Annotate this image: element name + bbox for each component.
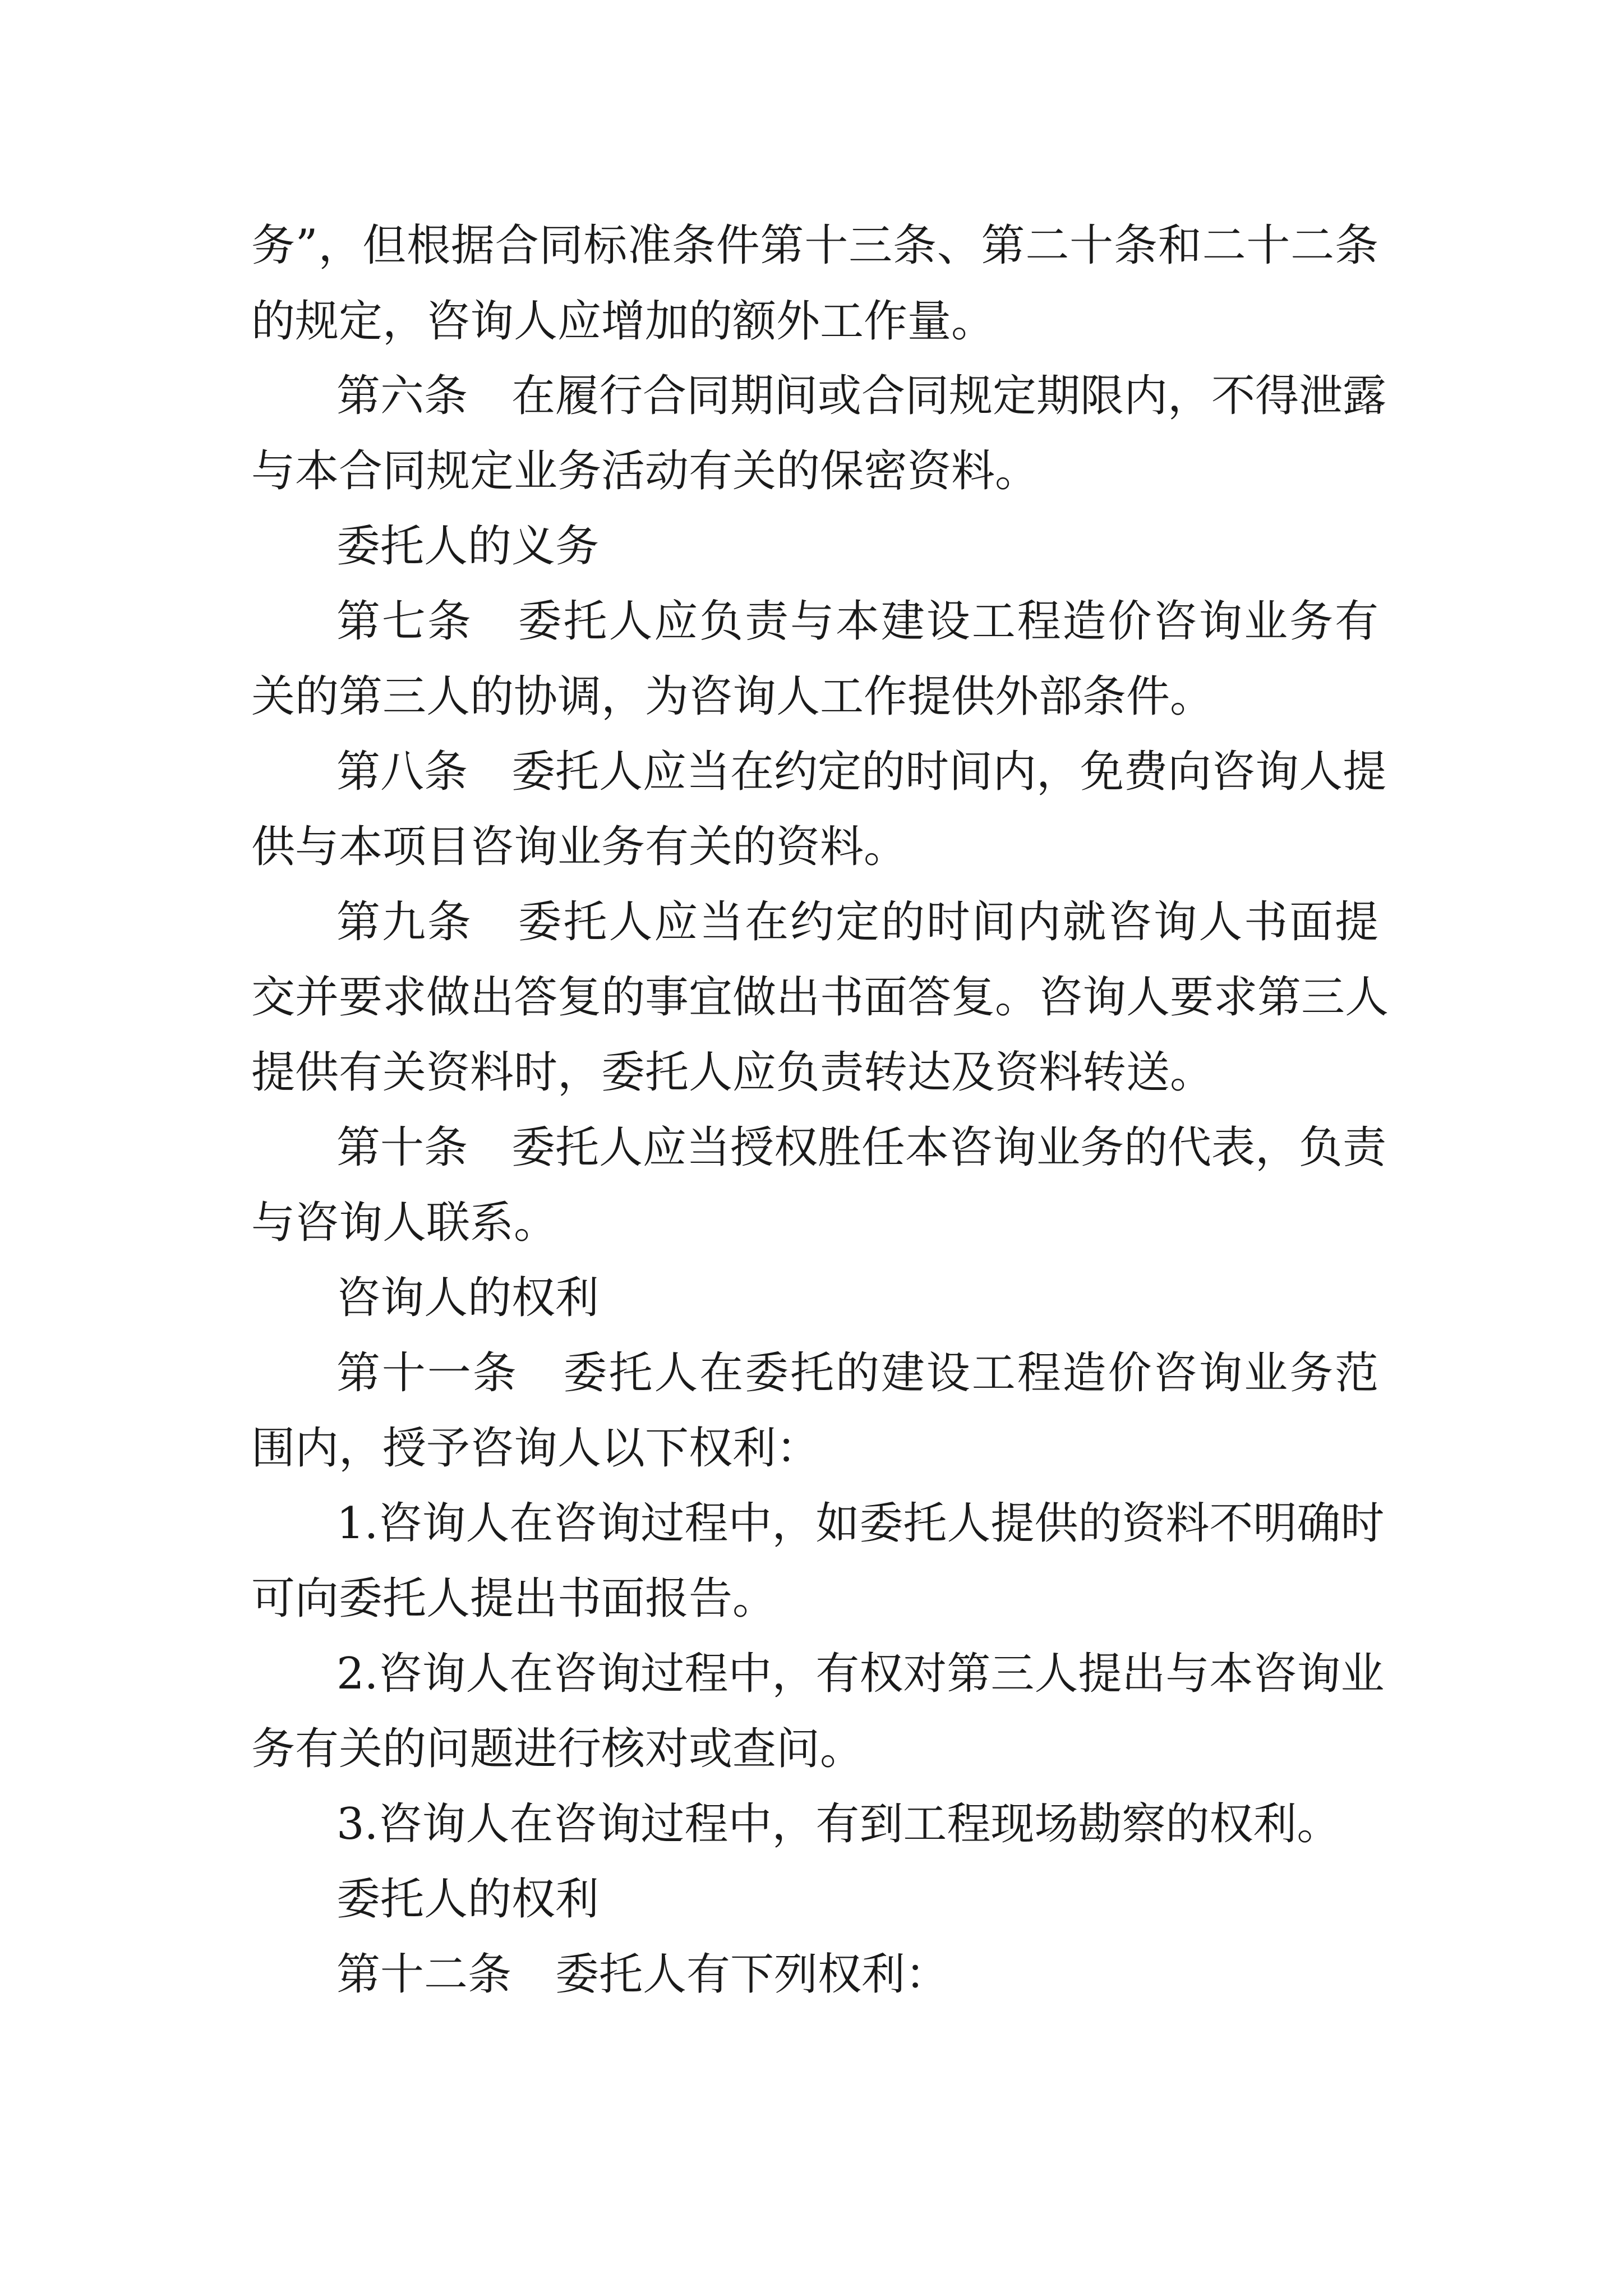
text-line: 与咨询人联系。 [251,1198,558,1248]
text-line: 围内，授予咨询人以下权利： [251,1423,820,1474]
text-line: 提供有关资料时，委托人应负责转达及资料转送。 [251,1047,1214,1098]
text-line: 2.咨询人在咨询过程中，有权对第三人提出与本咨询业 [336,1649,1385,1699]
text-line: 务有关的问题进行核对或查问。 [251,1724,864,1774]
text-line: 可向委托人提出书面报告。 [251,1573,777,1624]
text-line: 第七条 委托人应负责与本建设工程造价咨询业务有 [336,596,1378,647]
text-line: 务”，但根据合同标准条件第十三条、第二十条和二十二条 [251,220,1378,271]
section-heading: 咨询人的权利 [336,1273,600,1323]
text-line: 交并要求做出答复的事宜做出书面答复。咨询人要求第三人 [251,972,1389,1023]
text-line: 第十一条 委托人在委托的建设工程造价咨询业务范 [336,1348,1378,1398]
text-line: 的规定，咨询人应增加的额外工作量。 [251,296,995,347]
text-line: 第十二条 委托人有下列权利： [336,1949,949,2000]
text-line: 第十条 委托人应当授权胜任本咨询业务的代表，负责 [336,1122,1387,1173]
text-line: 关的第三人的协调，为咨询人工作提供外部条件。 [251,671,1214,722]
section-heading: 委托人的义务 [336,521,600,572]
text-line: 第六条 在履行合同期间或合同规定期限内，不得泄露 [336,371,1387,421]
text-line: 供与本项目咨询业务有关的资料。 [251,822,908,872]
text-line: 第九条 委托人应当在约定的时间内就咨询人书面提 [336,897,1378,947]
text-line: 第八条 委托人应当在约定的时间内，免费向咨询人提 [336,747,1387,797]
section-heading: 委托人的权利 [336,1874,600,1925]
text-line: 3.咨询人在咨询过程中，有到工程现场勘察的权利。 [336,1799,1341,1849]
text-line: 与本合同规定业务活动有关的保密资料。 [251,446,1039,496]
text-line: 1.咨询人在咨询过程中，如委托人提供的资料不明确时 [336,1498,1385,1549]
